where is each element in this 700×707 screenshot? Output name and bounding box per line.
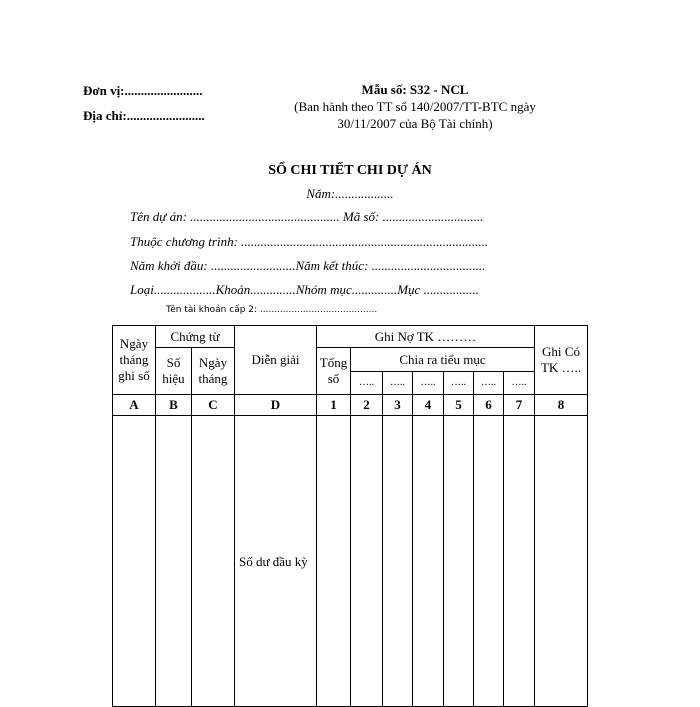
code-cell: 3 — [383, 395, 413, 416]
col-ghi-co-tk: Ghi Có TK ….. — [535, 326, 588, 395]
dia-chi-label: Địa chỉ:........................ — [83, 108, 205, 123]
col-ngay-thang: Ngày tháng — [192, 348, 235, 395]
code-cell: 5 — [444, 395, 474, 416]
sub-col-3: ….. — [413, 372, 444, 395]
year-field: Năm:.................. — [306, 186, 394, 201]
table-row — [113, 416, 588, 707]
sub-col-2: ….. — [383, 372, 413, 395]
account-level2-field: Tên tài khoản cấp 2: ......................................... — [166, 305, 378, 315]
body-cell — [351, 416, 383, 707]
body-cell — [444, 416, 474, 707]
col-ngay-thang-ghi-so: Ngày tháng ghi sổ — [113, 326, 156, 395]
body-cell — [474, 416, 504, 707]
col-chia-ra-tieu-muc: Chia ra tiểu mục — [351, 348, 535, 372]
ledger-table — [112, 325, 588, 707]
code-cell: 4 — [413, 395, 444, 416]
header-row-2 — [113, 348, 588, 372]
program-field: Thuộc chương trình: ............................................................................ — [130, 234, 489, 249]
start-end-year-field: Năm khởi đầu: ..........................Năm kết thúc: ................................... — [130, 258, 486, 273]
code-cell: 2 — [351, 395, 383, 416]
code-row — [113, 395, 588, 416]
don-vi-label: Đơn vị:........................ — [83, 83, 203, 98]
body-cell — [535, 416, 588, 707]
header-row-1 — [113, 326, 588, 348]
issued-by-line-1: (Ban hành theo TT số 140/2007/TT-BTC ngày — [294, 99, 536, 114]
col-chung-tu: Chứng từ — [156, 326, 235, 348]
form-number: Mẫu số: S32 - NCL — [361, 82, 469, 97]
body-cell — [413, 416, 444, 707]
col-so-hieu: Số hiệu — [156, 348, 192, 395]
body-cell — [504, 416, 535, 707]
so-du-dau-ky-label: Số dư đầu kỳ — [239, 554, 308, 569]
project-name-field: Tên dự án: .............................................. Mã số: ............................... — [130, 209, 484, 224]
sub-col-4: ….. — [444, 372, 474, 395]
code-cell: 8 — [535, 395, 588, 416]
body-cell — [113, 416, 156, 707]
page-title: SỔ CHI TIẾT CHI DỰ ÁN — [268, 163, 432, 178]
body-cell — [317, 416, 351, 707]
body-cell — [383, 416, 413, 707]
code-cell: 1 — [317, 395, 351, 416]
sub-col-6: ….. — [504, 372, 535, 395]
code-cell: A — [113, 395, 156, 416]
code-cell: D — [235, 395, 317, 416]
body-cell — [192, 416, 235, 707]
body-cell — [156, 416, 192, 707]
col-ghi-no-tk: Ghi Nợ TK ……… — [317, 326, 535, 348]
code-cell: C — [192, 395, 235, 416]
issued-by-line-2: 30/11/2007 của Bộ Tài chính) — [337, 116, 493, 131]
code-cell: B — [156, 395, 192, 416]
body-cell-dien-giai — [235, 416, 317, 707]
category-field: Loại...................Khoản..............Nhóm mục..............Mục ................. — [130, 282, 479, 297]
sub-col-1: ….. — [351, 372, 383, 395]
code-cell: 6 — [474, 395, 504, 416]
col-tong-so: Tổng số — [317, 348, 351, 395]
sub-col-5: ….. — [474, 372, 504, 395]
col-dien-giai: Diễn giải — [235, 326, 317, 395]
code-cell: 7 — [504, 395, 535, 416]
